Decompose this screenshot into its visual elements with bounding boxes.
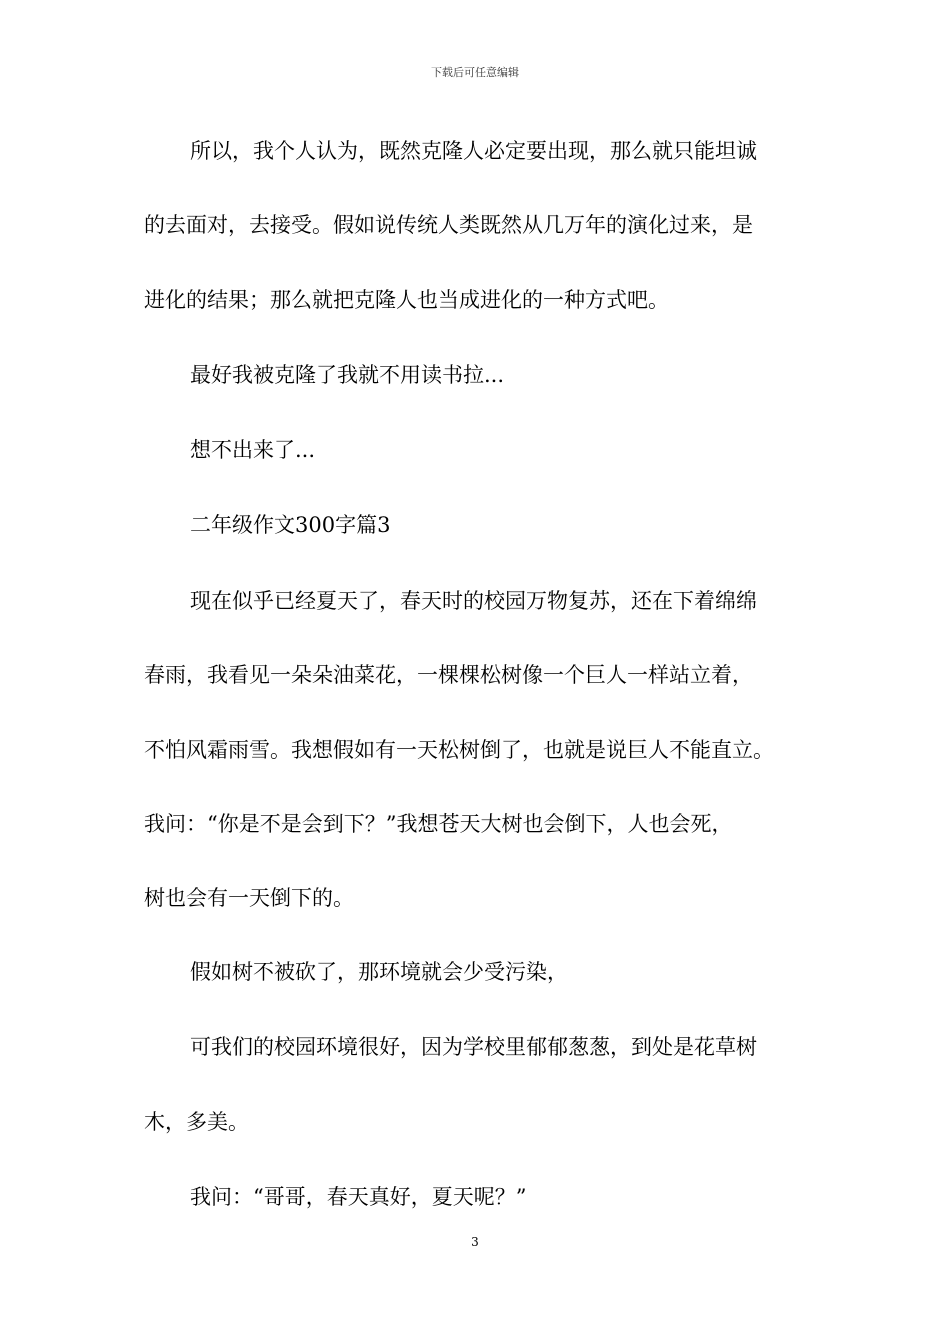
- text-line: 所以，我个人认为，既然克隆人必定要出现，那么就只能坦诚: [190, 139, 757, 163]
- text-line: 的去面对，去接受。假如说传统人类既然从几万年的演化过来，是: [144, 213, 753, 237]
- text-line: 我问：“哥哥，春天真好，夏天呢？”: [190, 1185, 527, 1209]
- text-line: 木，多美。: [144, 1110, 249, 1134]
- text-line: 假如树不被砍了，那环境就会少受污染，: [190, 960, 568, 984]
- page-number: 3: [471, 1235, 479, 1249]
- text-line: 春雨，我看见一朵朵油菜花，一棵棵松树像一个巨人一样站立着，: [144, 663, 753, 687]
- page-header: 下载后可任意编辑: [431, 66, 519, 79]
- text-line: 现在似乎已经夏天了，春天时的校园万物复苏，还在下着绵绵: [190, 589, 757, 613]
- section-heading: 二年级作文300字篇3: [190, 513, 391, 537]
- text-line: 进化的结果；那么就把克隆人也当成进化的一种方式吧。: [144, 288, 669, 312]
- text-line: 树也会有一天倒下的。: [144, 886, 354, 910]
- text-line: 不怕风霜雨雪。我想假如有一天松树倒了，也就是说巨人不能直立。: [144, 738, 774, 762]
- text-line: 我问：“你是不是会到下？”我想苍天大树也会倒下，人也会死，: [144, 812, 733, 836]
- text-line: 可我们的校园环境很好，因为学校里郁郁葱葱，到处是花草树: [190, 1035, 757, 1059]
- text-line: 想不出来了...: [190, 438, 316, 462]
- text-line: 最好我被克隆了我就不用读书拉...: [190, 363, 505, 387]
